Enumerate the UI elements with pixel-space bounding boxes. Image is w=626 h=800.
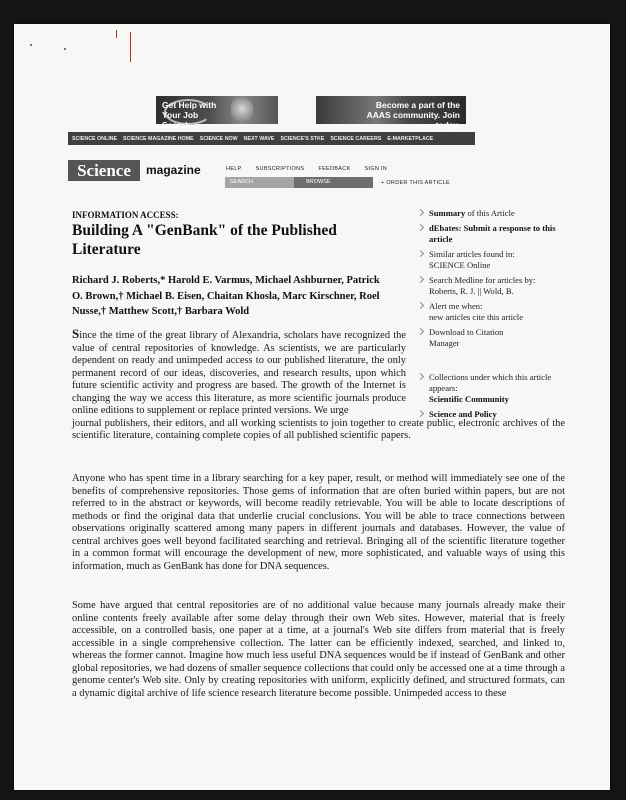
- alert-line1: Alert me when:: [429, 301, 483, 311]
- collections-text: Collections under which this article appears:: [429, 372, 552, 393]
- browse-tab[interactable]: BROWSE: [294, 177, 373, 188]
- paragraph-1: [72, 328, 565, 443]
- article-title: Building A "GenBank" of the Published Literature: [72, 222, 337, 258]
- nav-next-wave[interactable]: NEXT WAVE: [243, 135, 275, 142]
- scanned-page: [14, 24, 610, 790]
- order-article-link[interactable]: + ORDER THIS ARTICLE: [381, 180, 450, 186]
- aaas-banner[interactable]: [316, 96, 466, 130]
- article-kicker: INFORMATION ACCESS:: [72, 210, 179, 220]
- similar-line2: SCIENCE Online: [429, 260, 491, 270]
- similar-line1: Similar articles found in:: [429, 249, 515, 259]
- scan-mark: [130, 32, 131, 62]
- alert-line2: new articles cite this article: [429, 312, 524, 322]
- alert-link[interactable]: [416, 301, 566, 323]
- scan-mark: [116, 30, 117, 38]
- nav-science-careers[interactable]: SCIENCE CAREERS: [330, 135, 382, 142]
- nav-science-magazine-home[interactable]: SCIENCE MAGAZINE HOME: [123, 135, 194, 142]
- search-browse-bar: [225, 177, 373, 188]
- scan-speck: [64, 48, 66, 50]
- debates-text: dEbates: Submit a response to this article: [429, 223, 556, 244]
- article-authors: Richard J. Roberts,* Harold E. Varmus, Michael Ashburner, Patrick O. Brown,† Michael B. Eisen, Chaitan Khosla, Marc Kirschner, Roel Nusse,† Matthew Scott,† Barbara Wold: [72, 275, 380, 318]
- search-tab[interactable]: SEARCH: [225, 177, 294, 188]
- scan-speck: [30, 44, 32, 46]
- utility-links: [226, 166, 401, 172]
- summary-rest: of this Article: [465, 208, 515, 218]
- help-link[interactable]: HELP: [226, 166, 242, 172]
- download-line2: Manager: [429, 338, 460, 348]
- nav-science-stke[interactable]: SCIENCE'S STKE: [280, 135, 325, 142]
- sign-in-link[interactable]: SIGN IN: [364, 166, 388, 172]
- paragraph-2: Anyone who has spent time in a library searching for a key paper, result, or method will immediately see one of the benefits of comprehensive repositories. Those gems of information that are often buried within papers, but are not referred to in the abstract or keywords, will become readily retrievable. You will be able to locate descriptions of methods or find the original data that underlie crucial conclusions. You will be able to trace connections between observations originally scattered among many papers in different journals and databases. However, the value of central archives goes well beyond facilitated searching and retrieval. Bringing all of the scientific literature together in a common format will encourage the development of new, more sophisticated, and valuable ways of using this information, much as GenBank has done for DNA sequences.: [72, 473, 565, 572]
- similar-articles-link[interactable]: [416, 249, 566, 271]
- paragraph-1-text: ince the time of the great library of Alexandria, scholars have recognized the value of central repositories of knowledge. As scientists, we are particularly dependent on ready and unimpeded access to our published literature, the only permanent record of our ideas, discoveries, and research results, upon which future scientific activity and progress are based. The growth of the Internet is changing the way we access this literature, as more scientific journals produce online editions to supplement or replace printed versions. We urge: [72, 330, 406, 417]
- medline-line1: Search Medline for articles by:: [429, 275, 536, 285]
- nav-e-marketplace[interactable]: E-MARKETPLACE: [387, 135, 434, 142]
- banner-right-text: Become a part of the AAAS community. Join today.: [366, 100, 460, 130]
- download-line1: Download to Citation: [429, 327, 504, 337]
- summary-link[interactable]: [416, 208, 566, 219]
- paragraph-3: Some have argued that central repositories are of no additional value because many journals already make their online contents freely available after some delay through their own Web sites. However, material that is freely accessible, on a controlled basis, one paper at a time, at a journal's Web site differs from material that is freely accessible in a single comprehensive collection. The latter can be efficiently indexed, searched, and linked to, whereas the former cannot. Imagine how much less useful DNA sequences would be if instead of GenBank and other global repositories, we had dozens of smaller sequence collections that could only be accessed one at a time through a genome center's Web site. Only by creating repositories with uniform, explicitly defined, and structured formats, can a dynamic digital archive of life science research literature become possible. Unimpeded access to these: [72, 600, 565, 699]
- drop-cap: S: [72, 326, 80, 341]
- paragraph-1-wrapped: [72, 328, 406, 418]
- collection-scientific-community[interactable]: Scientific Community: [429, 394, 509, 404]
- banner-face-photo: [231, 98, 253, 122]
- medline-line2: Roberts, R. J. || Wold, B.: [429, 286, 514, 296]
- logo-magazine-label: magazine: [146, 163, 201, 177]
- paragraph-1-continued: journal publishers, their editors, and all working scientists to join together to create public, electronic archives of the scientific literature, containing complete copies of all published scientific papers.: [72, 417, 565, 442]
- medline-search-link[interactable]: [416, 275, 566, 297]
- collection-science-policy: Science and Policy: [429, 409, 497, 419]
- subscriptions-link[interactable]: SUBSCRIPTIONS: [255, 166, 305, 172]
- banner-left-text: Get Help with Your Job Search: [162, 100, 217, 130]
- summary-bold: Summary: [429, 208, 466, 218]
- science-logo[interactable]: Science: [68, 160, 140, 181]
- top-nav-bar: [68, 132, 475, 145]
- nav-science-online[interactable]: SCIENCE ONLINE: [72, 135, 118, 142]
- job-search-banner[interactable]: [156, 96, 278, 130]
- feedback-link[interactable]: FEEDBACK: [318, 166, 351, 172]
- debates-link[interactable]: [416, 223, 566, 245]
- nav-science-now[interactable]: SCIENCE NOW: [199, 135, 238, 142]
